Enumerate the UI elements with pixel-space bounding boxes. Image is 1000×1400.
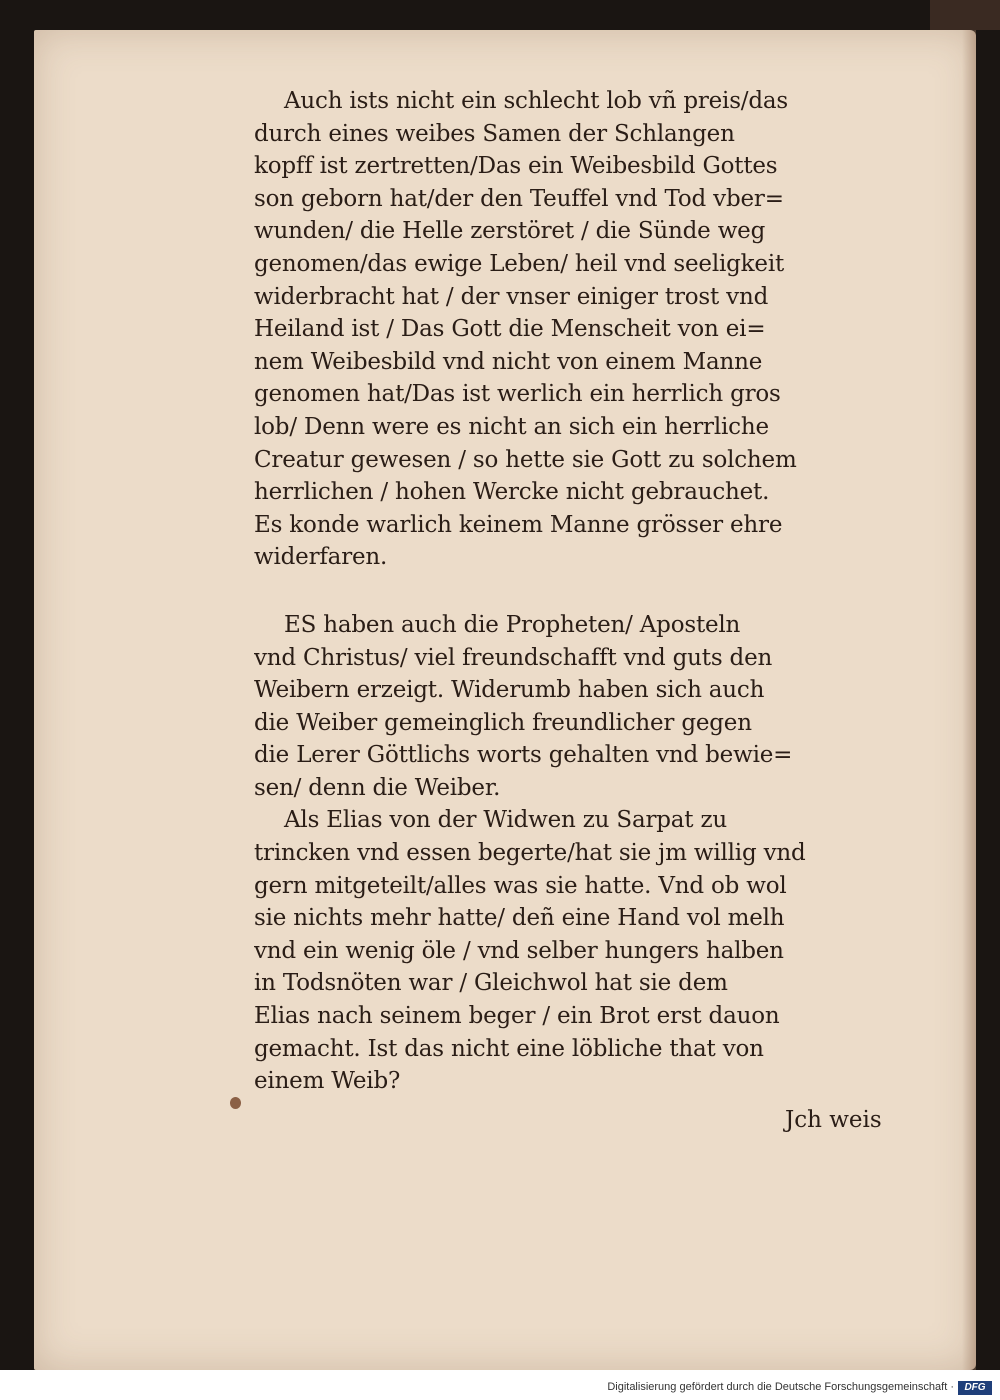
text-line: Weibern erzeigt. Widerumb haben sich auch: [254, 677, 765, 704]
text-line: nem Weibesbild vnd nicht von einem Manne: [254, 348, 763, 375]
text-line: vnd ein wenig öle / vnd selber hungers halben: [254, 937, 784, 964]
footer-credit: Digitalisierung gefördert durch die Deutsche Forschungsgemeinschaft ·: [607, 1381, 954, 1393]
text-line: einem Weib?: [254, 1068, 401, 1095]
footer-bar: [0, 1370, 1000, 1400]
text-line: kopff ist zertretten/Das ein Weibesbild Gottes: [254, 153, 778, 180]
text-line: widerfaren.: [254, 544, 388, 571]
text-line: trincken vnd essen begerte/hat sie jm willig vnd: [254, 840, 806, 867]
catchword: Jch weis: [785, 1107, 882, 1133]
text-line: ES haben auch die Propheten/ Aposteln: [284, 611, 741, 638]
ink-stain: [230, 1097, 241, 1109]
dfg-logo-icon: DFG: [958, 1381, 992, 1395]
text-line: vnd Christus/ viel freundschafft vnd guts den: [254, 644, 773, 671]
paragraph-gap: [254, 574, 894, 609]
text-line: sie nichts mehr hatte/ deñ eine Hand vol melh: [254, 905, 785, 932]
text-line: widerbracht hat / der vnser einiger trost vnd: [254, 283, 769, 310]
text-line: gemacht. Ist das nicht eine löbliche that von: [254, 1035, 764, 1062]
text-line: Es konde warlich keinem Manne grösser ehre: [254, 511, 783, 538]
book-binding-corner: [930, 0, 1000, 30]
text-line: durch eines weibes Samen der Schlangen: [254, 120, 735, 147]
text-line: Creatur gewesen / so hette sie Gott zu solchem: [254, 446, 797, 473]
text-line: wunden/ die Helle zerstöret / die Sünde weg: [254, 218, 766, 245]
text-line: die Weiber gemeinglich freundlicher gegen: [254, 709, 752, 736]
text-line: die Lerer Göttlichs worts gehalten vnd bewie=: [254, 742, 793, 769]
text-line: son geborn hat/der den Teuffel vnd Tod vber=: [254, 185, 784, 212]
text-line: Auch ists nicht ein schlecht lob vñ preis/das: [284, 88, 788, 114]
text-line: Als Elias von der Widwen zu Sarpat zu: [284, 807, 727, 834]
text-line: gern mitgeteilt/alles was sie hatte. Vnd ob wol: [254, 872, 787, 899]
text-line: lob/ Denn were es nicht an sich ein herrliche: [254, 413, 769, 440]
text-line: in Todsnöten war / Gleichwol hat sie dem: [254, 970, 728, 997]
page-edge-shadow: [962, 30, 976, 1370]
text-line: genomen/das ewige Leben/ heil vnd seeligkeit: [254, 250, 785, 277]
text-line: sen/ denn die Weiber.: [254, 774, 501, 801]
text-line: herrlichen / hohen Wercke nicht gebrauchet.: [254, 479, 770, 506]
text-line: Elias nach seinem beger / ein Brot erst dauon: [254, 1003, 780, 1030]
text-line: Heiland ist / Das Gott die Menscheit von ei=: [254, 316, 766, 343]
page-text-block: [254, 85, 894, 1098]
text-line: genomen hat/Das ist werlich ein herrlich gros: [254, 381, 781, 408]
